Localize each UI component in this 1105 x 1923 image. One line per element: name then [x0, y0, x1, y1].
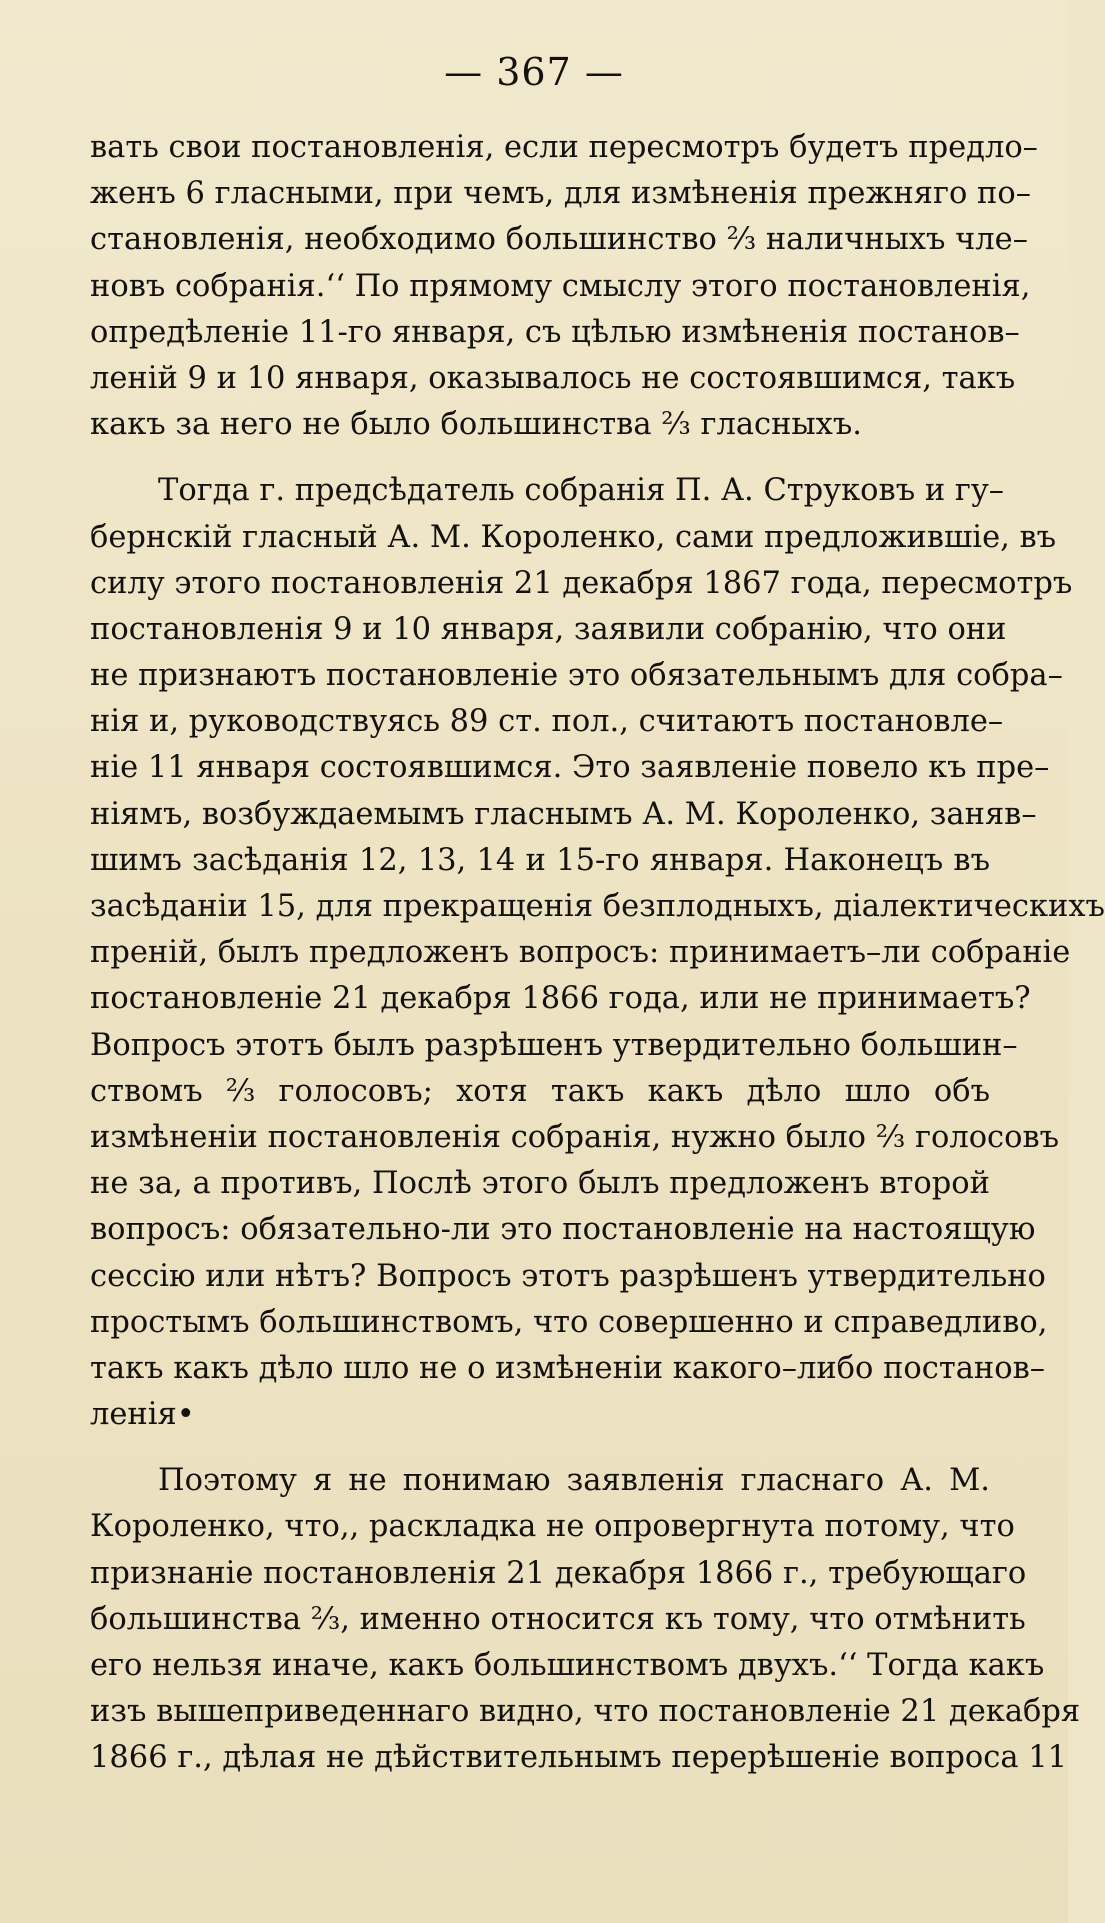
text-line: ніямъ, возбуждаемымъ гласнымъ А. М. Короленко, заняв–: [90, 796, 1037, 832]
paragraph-1: [90, 125, 1038, 448]
text-line: вопросъ: обязательно-ли это постановленіе на настоящую: [90, 1212, 1036, 1248]
body-text: [90, 125, 1105, 1782]
text-line: шимъ засѣданія 12, 13, 14 и 15-го января. Наконецъ въ: [90, 842, 990, 878]
text-line: постановленіе 21 декабря 1866 года, или не принимаетъ?: [90, 981, 1031, 1017]
text-line: новъ собранія.‘‘ По прямому смыслу этого постановленія,: [90, 268, 1031, 304]
text-line: становленія, необходимо большинство ⅔ наличныхъ чле–: [90, 222, 1028, 258]
text-line: такъ какъ дѣло шло не о измѣненіи какого–либо постанов–: [90, 1350, 1046, 1386]
text-line: Вопросъ этотъ былъ разрѣшенъ утвердительно большин–: [90, 1027, 1018, 1063]
text-line: преній, былъ предложенъ вопросъ: принимаетъ–ли собраніе: [90, 935, 1071, 971]
text-line: сессію или нѣтъ? Вопросъ этотъ разрѣшенъ утвердительно: [90, 1258, 1046, 1294]
text-line: опредѣленіе 11-го января, съ цѣлью измѣненія постанов–: [90, 314, 1020, 350]
text-line: изъ вышеприведеннаго видно, что постановленіе 21 декабря: [90, 1694, 1081, 1730]
text-line: Короленко, что,, раскладка не опровергнута потому, что: [90, 1509, 1015, 1545]
text-line: какъ за него не было большинства ⅔ гласныхъ.: [90, 407, 862, 443]
text-line: постановленія 9 и 10 января, заявили собранію, что они: [90, 611, 1007, 647]
text-line: бернскій гласный А. М. Короленко, сами предложившіе, въ: [90, 519, 1057, 555]
text-line: 1866 г., дѣлая не дѣйствительнымъ перерѣшеніе вопроса 11: [90, 1740, 1068, 1776]
text-line: большинства ⅔, именно относится къ тому, что отмѣнить: [90, 1601, 1026, 1637]
text-line: признаніе постановленія 21 декабря 1866 г., требующаго: [90, 1555, 1027, 1591]
text-line: леній 9 и 10 января, оказывалось не состоявшимся, такъ: [90, 360, 1016, 396]
text-line: измѣненіи постановленія собранія, нужно было ⅔ голосовъ: [90, 1119, 1060, 1155]
text-line: Поэтому я не понимаю заявленія гласнаго А. М.: [158, 1463, 990, 1499]
text-line: не за, а противъ, Послѣ этого былъ предложенъ второй: [90, 1166, 990, 1202]
text-line: нія и, руководствуясь 89 ст. пол., считаютъ постановле–: [90, 704, 1004, 740]
text-line: его нельзя иначе, какъ большинствомъ двухъ.‘‘ Тогда какъ: [90, 1648, 1045, 1683]
page-number: — 367 —: [444, 50, 624, 94]
paragraph-2: [90, 468, 1105, 1438]
paragraph-spacer: [90, 448, 990, 468]
paragraph-3: [90, 1458, 1081, 1781]
text-line: Тогда г. предсѣдатель собранія П. А. Струковъ и гу–: [158, 473, 1005, 509]
text-line: простымъ большинствомъ, что совершенно и справедливо,: [90, 1304, 1048, 1340]
paragraph-spacer: [90, 1438, 990, 1458]
text-line: силу этого постановленія 21 декабря 1867 года, пересмотръ: [90, 565, 1073, 601]
text-line: вать свои постановленія, если пересмотръ будетъ предло–: [90, 130, 1038, 165]
text-line: ствомъ ⅔ голосовъ; хотя такъ какъ дѣло шло объ: [90, 1073, 990, 1109]
text-line: женъ 6 гласными, при чемъ, для измѣненія прежняго по–: [90, 176, 1031, 212]
text-line: ленія•: [90, 1397, 195, 1433]
text-line: не признаютъ постановленіе это обязательнымъ для собра–: [90, 658, 1063, 694]
text-line: ніе 11 января состоявшимся. Это заявленіе повело къ пре–: [90, 750, 1050, 786]
text-line: засѣданіи 15, для прекращенія безплодныхъ, діалектическихъ: [90, 889, 1105, 924]
